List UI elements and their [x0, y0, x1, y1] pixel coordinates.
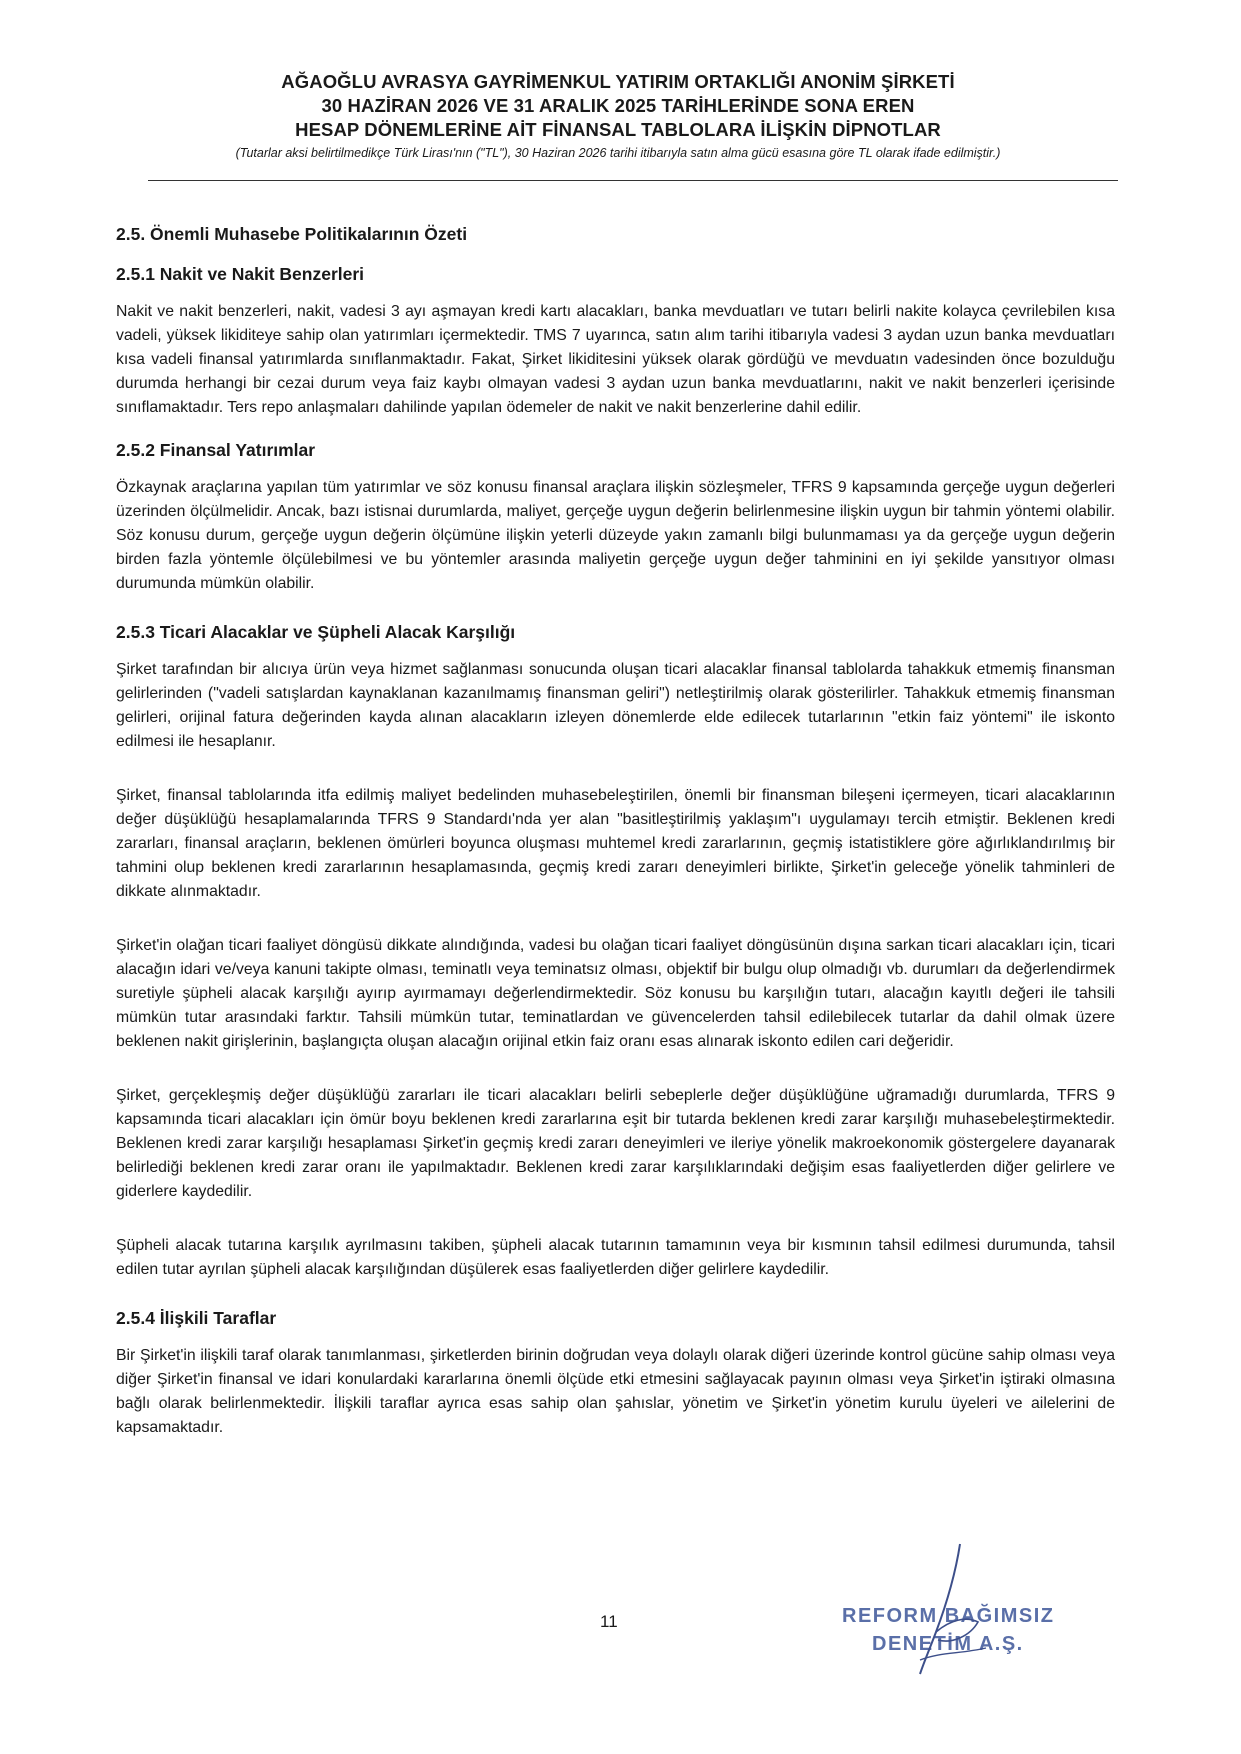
paragraph-trade-receivables-5: Şüpheli alacak tutarına karşılık ayrılmasını takiben, şüpheli alacak tutarının tamamının veya bir kısmının tahsil edilmesi durumunda, tahsil edilen tutar ayrılan şüpheli alacak karşılığından düşülerek esas faaliyetlerden diğer gelirlere kaydedilir. — [116, 1237, 1115, 1278]
company-name: AĞAOĞLU AVRASYA GAYRİMENKUL YATIRIM ORTAKLIĞI ANONİM ŞİRKETİ — [281, 71, 955, 92]
currency-note: (Tutarlar aksi belirtilmedikçe Türk Lirası'nın ("TL"), 30 Haziran 2026 tarihi itibarıyla satın alma gücü esasına göre TL olarak ifade edilmiştir.) — [235, 146, 1001, 160]
stamp-line-2: DENETİM A.Ş. — [872, 1633, 1024, 1655]
stamp-line-1: REFORM BAĞIMSIZ — [842, 1605, 1055, 1627]
paragraph-trade-receivables-3: Şirket'in olağan ticari faaliyet döngüsü dikkate alındığında, vadesi bu olağan ticari faaliyet döngüsünün dışına sarkan ticari alacakları için, ticari alacağın idari ve/veya kanuni takipte olması, teminatlı veya teminatsız olması, objektif bir bulgu olup olmadığı vb. durumları da değerlendirmek suretiyle şüpheli alacak karşılığı ayırıp ayırmamayı değerlendirmektedir. Söz konusu bu karşılığın tutarı, alacağın kayıtlı değeri ile tahsili mümkün tutar arasındaki farktır. Tahsili mümkün tutar, teminatlardan ve güvencelerden tahsil edilebilecek tutarlar da dahil olmak üzere beklenen nakit girişlerinin, başlangıçta oluşan alacağın orijinal etkin faiz oranı esas alınarak iskonto edilen cari değeridir. — [116, 937, 1115, 1050]
signature-mark — [890, 1540, 1010, 1680]
document-header — [118, 70, 1118, 162]
paragraph-financial-investments: Özkaynak araçlarına yapılan tüm yatırımlar ve söz konusu finansal araçlara ilişkin sözleşmeler, TFRS 9 kapsamında gerçeğe uygun değerleri üzerinden ölçülmelidir. Ancak, bazı istisnai durumlarda, maliyet, gerçeğe uygun değerin belirlenmesine ilişkin uygun bir tahmin yöntemi olabilir. Söz konusu durum, gerçeğe uygun değerin ölçümüne ilişkin yeterli düzeyde yakın zamanlı bilgi bulunmaması ya da gerçeğe uygun değerin birden fazla yöntemle ölçülebilmesi ve bu yöntemler arasında maliyetin gerçeğe uygun değer tahminini en iyi şekilde yansıtıyor olması durumunda mümkün olabilir. — [116, 479, 1115, 592]
subsection-title-cash: 2.5.1 Nakit ve Nakit Benzerleri — [116, 264, 365, 284]
subsection-title-trade-receivables: 2.5.3 Ticari Alacaklar ve Şüpheli Alacak Karşılığı — [116, 622, 516, 642]
document-body — [116, 222, 1115, 1440]
paragraph-trade-receivables-2: Şirket, finansal tablolarında itfa edilmiş maliyet bedelinden muhasebeleştirilen, önemli bir finansman bileşeni içermeyen, ticari alacaklarının değer düşüklüğü hesaplamalarında TFRS 9 Standardı'nda yer alan "basitleştirilmiş yaklaşım"ı uygulamayı tercih etmiştir. Beklenen kredi zararları, finansal araçların, beklenen ömürleri boyunca oluşması muhtemel kredi zararlarının, geçmiş istatistiklere göre ağırlıklandırılmış bir tahmini olup beklenen kredi zararlarının hesaplamasında, geçmiş kredi zararı deneyimleri birlikte, Şirket'in geleceğe yönelik tahminleri de dikkate alınmaktadır. — [116, 787, 1115, 900]
subsection-title-financial-investments: 2.5.2 Finansal Yatırımlar — [116, 440, 316, 460]
period-line: 30 HAZİRAN 2026 VE 31 ARALIK 2025 TARİHLERİNDE SONA EREN — [321, 95, 915, 116]
paragraph-trade-receivables-4: Şirket, gerçekleşmiş değer düşüklüğü zararları ile ticari alacakları belirli sebeplerle değer düşüklüğüne uğramadığı durumlarda, TFRS 9 kapsamında ticari alacakları için ömür boyu beklenen kredi zararlarına eşit bir tutarda beklenen kredi zarar karşılığı muhasebeleştirmektedir. Beklenen kredi zarar karşılığı hesaplaması Şirket'in geçmiş kredi zararı deneyimleri ve ileriye yönelik makroekonomik göstergelere dayanarak belirlediği beklenen kredi zarar oranı ile yapılmaktadır. Beklenen kredi zarar karşılıklarındaki değişim esas faaliyetlerden diğer gelirlere ve giderlere kaydedilir. — [116, 1087, 1115, 1200]
paragraph-related-parties: Bir Şirket'in ilişkili taraf olarak tanımlanması, şirketlerden birinin doğrudan veya dolaylı olarak diğeri üzerinde kontrol gücüne sahip olması veya diğer Şirket'in finansal ve idari konulardaki kararlarına önemli ölçüde etki etmesini sağlayacak payının olması veya Şirket'in iştiraki olmasına bağlı olarak belirlenmektedir. İlişkili taraflar ayrıca esas sahip olan şahıslar, yönetim ve Şirket'in yönetim kurulu üyeleri ve ailelerini de kapsamaktadır. — [116, 1347, 1115, 1436]
report-title: HESAP DÖNEMLERİNE AİT FİNANSAL TABLOLARA İLİŞKİN DİPNOTLAR — [295, 119, 941, 140]
paragraph-trade-receivables-1: Şirket tarafından bir alıcıya ürün veya hizmet sağlanması sonucunda oluşan ticari alacaklar finansal tablolarda tahakkuk etmemiş finansman gelirlerinden ("vadeli satışlardan kaynaklanan kazanılmamış finansman geliri") netleştirilmiş olarak gösterilirler. Tahakkuk etmemiş finansman gelirleri, orijinal fatura değerinden kayda alınan alacakların izleyen dönemlerde elde edilecek tutarlarının "etkin faiz yöntemi" ile iskonto edilmesi ile hesaplanır. — [116, 661, 1115, 750]
page-number: 11 — [600, 1612, 618, 1631]
paragraph-cash: Nakit ve nakit benzerleri, nakit, vadesi 3 ayı aşmayan kredi kartı alacakları, banka mevduatları ve tutarı belirli nakite kolayca çevrilebilen kısa vadeli, yüksek likiditeye sahip olan yatırımları içermektedir. TMS 7 uyarınca, satın alım tarihi itibarıyla vadesi 3 aydan uzun banka mevduatları kısa vadeli finansal yatırımlarda sınıflanmaktadır. Fakat, Şirket likiditesini yüksek olarak gördüğü ve mevduatın vadesinden önce bozulduğu durumda herhangi bir cezai durum veya faiz kaybı olmayan vadesi 3 aydan uzun banka mevduatlarını, nakit ve nakit benzerleri içerisinde sınıflamaktadır. Ters repo anlaşmaları dahilinde yapılan ödemeler de nakit ve nakit benzerlerine dahil edilir. — [116, 303, 1115, 416]
header-divider — [148, 180, 1118, 181]
subsection-title-related-parties: 2.5.4 İlişkili Taraflar — [116, 1308, 277, 1328]
section-title: 2.5. Önemli Muhasebe Politikalarının Özeti — [116, 224, 468, 244]
